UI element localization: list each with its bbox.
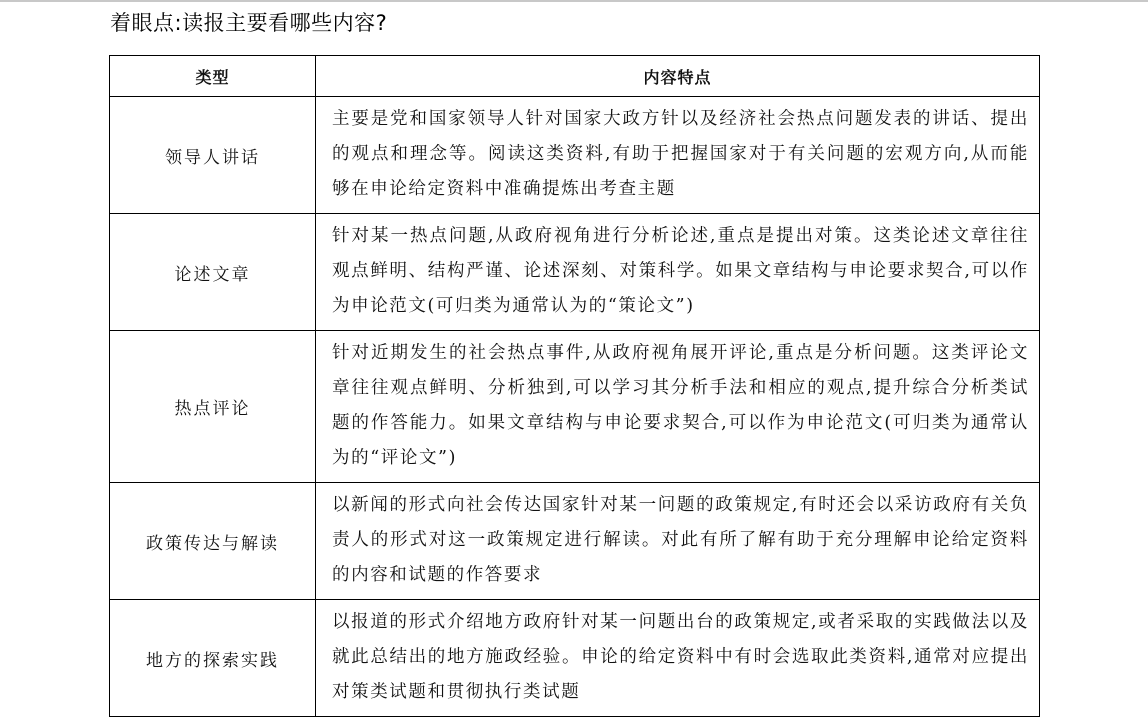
content-cell: 针对某一热点问题,从政府视角进行分析论述,重点是提出对策。这类论述文章往往观点鲜明、结构严谨、论述深刻、对策科学。如果文章结构与申论要求契合,可以作为申论范文(可归类为通常认为的“策论文”) xyxy=(316,214,1040,331)
header-type: 类型 xyxy=(110,56,316,97)
type-cell: 地方的探索实践 xyxy=(110,600,316,717)
table-row xyxy=(110,214,1040,331)
table-row xyxy=(110,331,1040,483)
type-cell: 政策传达与解读 xyxy=(110,483,316,600)
table-row xyxy=(110,600,1040,717)
type-cell: 领导人讲话 xyxy=(110,97,316,214)
header-content: 内容特点 xyxy=(316,56,1040,97)
table-row xyxy=(110,97,1040,214)
content-cell: 针对近期发生的社会热点事件,从政府视角展开评论,重点是分析问题。这类评论文章往往观点鲜明、分析独到,可以学习其分析手法和相应的观点,提升综合分析类试题的作答能力。如果文章结构与申论要求契合,可以作为申论范文(可归类为通常认为的“评论文”) xyxy=(316,331,1040,483)
table-row xyxy=(110,483,1040,600)
top-border-line xyxy=(0,0,1148,2)
content-cell: 以报道的形式介绍地方政府针对某一问题出台的政策规定,或者采取的实践做法以及就此总结出的地方施政经验。申论的给定资料中有时会选取此类资料,通常对应提出对策类试题和贯彻执行类试题 xyxy=(316,600,1040,717)
content-cell: 主要是党和国家领导人针对国家大政方针以及经济社会热点问题发表的讲话、提出的观点和理念等。阅读这类资料,有助于把握国家对于有关问题的宏观方向,从而能够在申论给定资料中准确提炼出考查主题 xyxy=(316,97,1040,214)
content-cell: 以新闻的形式向社会传达国家针对某一问题的政策规定,有时还会以采访政府有关负责人的形式对这一政策规定进行解读。对此有所了解有助于充分理解申论给定资料的内容和试题的作答要求 xyxy=(316,483,1040,600)
page-heading: 着眼点:读报主要看哪些内容? xyxy=(110,11,388,35)
content-types-table xyxy=(109,55,1040,717)
type-cell: 热点评论 xyxy=(110,331,316,483)
type-cell: 论述文章 xyxy=(110,214,316,331)
table-header-row xyxy=(110,56,1040,97)
